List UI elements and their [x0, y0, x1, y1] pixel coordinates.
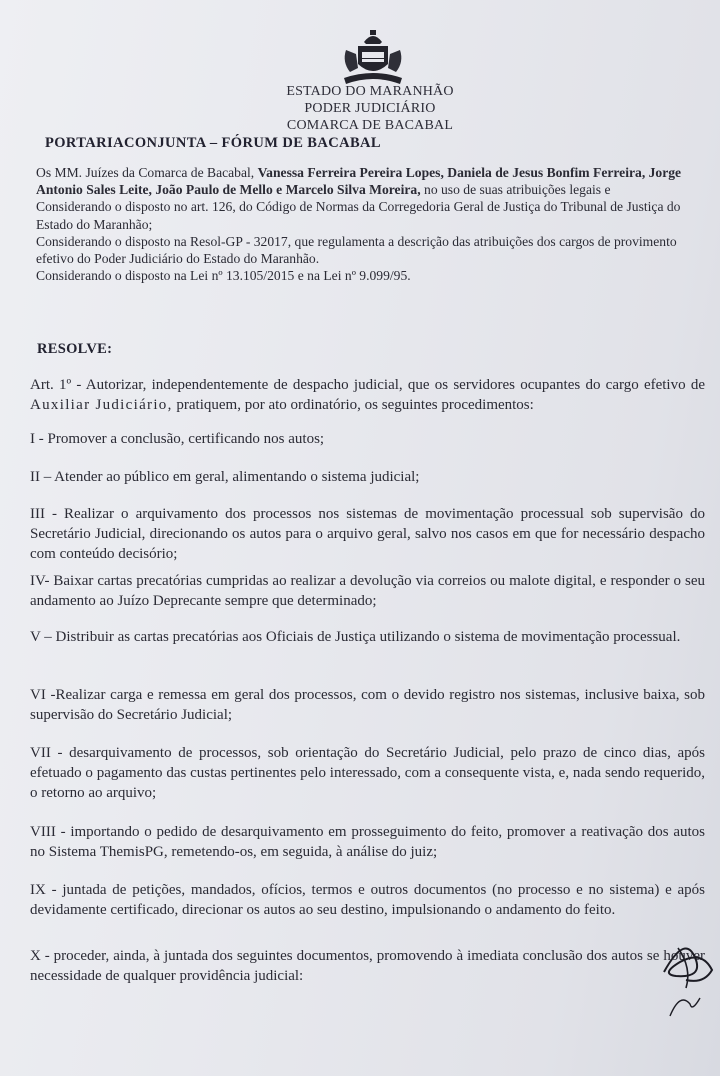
item-iv: IV- Baixar cartas precatórias cumpridas ao realizar a devolução via correios ou malote digital, e responder o seu andamento ao Juízo Deprecante sempre que determinado;	[30, 573, 705, 609]
item-vi: VI -Realizar carga e remessa em geral dos processos, com o devido registro nos sistemas, inclusive baixa, sob supervisão do Secretário Judicial;	[30, 687, 705, 723]
item-viii: VIII - importando o pedido de desarquivamento em prosseguimento do feito, promover a reativação dos autos no Sistema ThemisPG, remetendo-os, em seguida, à análise do juiz;	[30, 824, 705, 860]
judges-prefix: Os MM. Juízes da Comarca de Bacabal,	[36, 165, 255, 180]
district-heading: COMARCA DE BACABAL	[286, 118, 454, 133]
article-1-role: Auxiliar Judiciário,	[30, 397, 173, 413]
item-ix: IX - juntada de petições, mandados, ofícios, termos e outros documentos (no processo e no sistema) e após devidamente certificado, direcionar os autos ao seu destino, impulsionando o andamento do feito.	[30, 882, 705, 918]
article-1	[30, 375, 705, 415]
judiciary-heading: PODER JUDICIÁRIO	[304, 101, 436, 116]
item-vii: VII - desarquivamento de processos, sob orientação do Secretário Judicial, pelo prazo de cinco dias, após efetuado o pagamento das custas pertinentes pelo interessado, com a consequente vista, e, nada sendo requerido, o retorno ao arquivo;	[30, 745, 705, 801]
item-iii: III - Realizar o arquivamento dos processos nos sistemas de movimentação processual sob supervisão do Secretário Judicial, direcionando os autos para o arquivo geral, salvo nos casos em que for necessário despacho com conteúdo decisório;	[30, 506, 705, 562]
considering-code-of-norms: Considerando o disposto no art. 126, do Código de Normas da Corregedoria Geral de Justiça do Tribunal de Justiça do Estado do Maranhão;	[36, 199, 681, 232]
judges-names: Vanessa Ferreira Pereira Lopes, Daniela de Jesus Bonfim Ferreira, Jorge Antonio Sales Leite, João Paulo de Mello e Marcelo Silva Moreira,	[36, 165, 682, 198]
resolve-heading: RESOLVE:	[37, 341, 113, 357]
state-coat-of-arms-icon	[340, 28, 406, 86]
considering-resolution: Considerando o disposto na Resol-GP - 32017, que regulamenta a descrição das atribuições dos cargos de provimento efetivo do Poder Judiciário do Estado do Maranhão.	[36, 233, 677, 267]
document-title: PORTARIACONJUNTA – FÓRUM DE BACABAL	[45, 135, 381, 151]
item-i: I - Promover a conclusão, certificando nos autos;	[30, 431, 325, 447]
item-ii: II – Atender ao público em geral, alimentando o sistema judicial;	[30, 469, 420, 485]
item-x: X - proceder, ainda, à juntada dos seguintes documentos, promovendo à imediata conclusão dos autos se houver necessidade de qualquer providência judicial:	[30, 948, 705, 984]
judges-paragraph	[36, 164, 690, 198]
article-1-text-end: pratiquem, por ato ordinatório, os seguintes procedimentos:	[176, 397, 534, 413]
considering-laws: Considerando o disposto na Lei nº 13.105/2015 e na Lei nº 9.099/95.	[36, 268, 411, 284]
handwritten-signature	[656, 932, 718, 1022]
article-1-text: Art. 1º - Autorizar, independentemente de despacho judicial, que os servidores ocupantes do cargo efetivo de	[30, 377, 705, 393]
intro-paragraphs	[36, 164, 690, 284]
judges-suffix: no uso de suas atribuições legais e	[424, 182, 611, 198]
state-name-heading: ESTADO DO MARANHÃO	[286, 84, 454, 99]
item-v: V – Distribuir as cartas precatórias aos Oficiais de Justiça utilizando o sistema de movimentação processual.	[30, 629, 681, 645]
